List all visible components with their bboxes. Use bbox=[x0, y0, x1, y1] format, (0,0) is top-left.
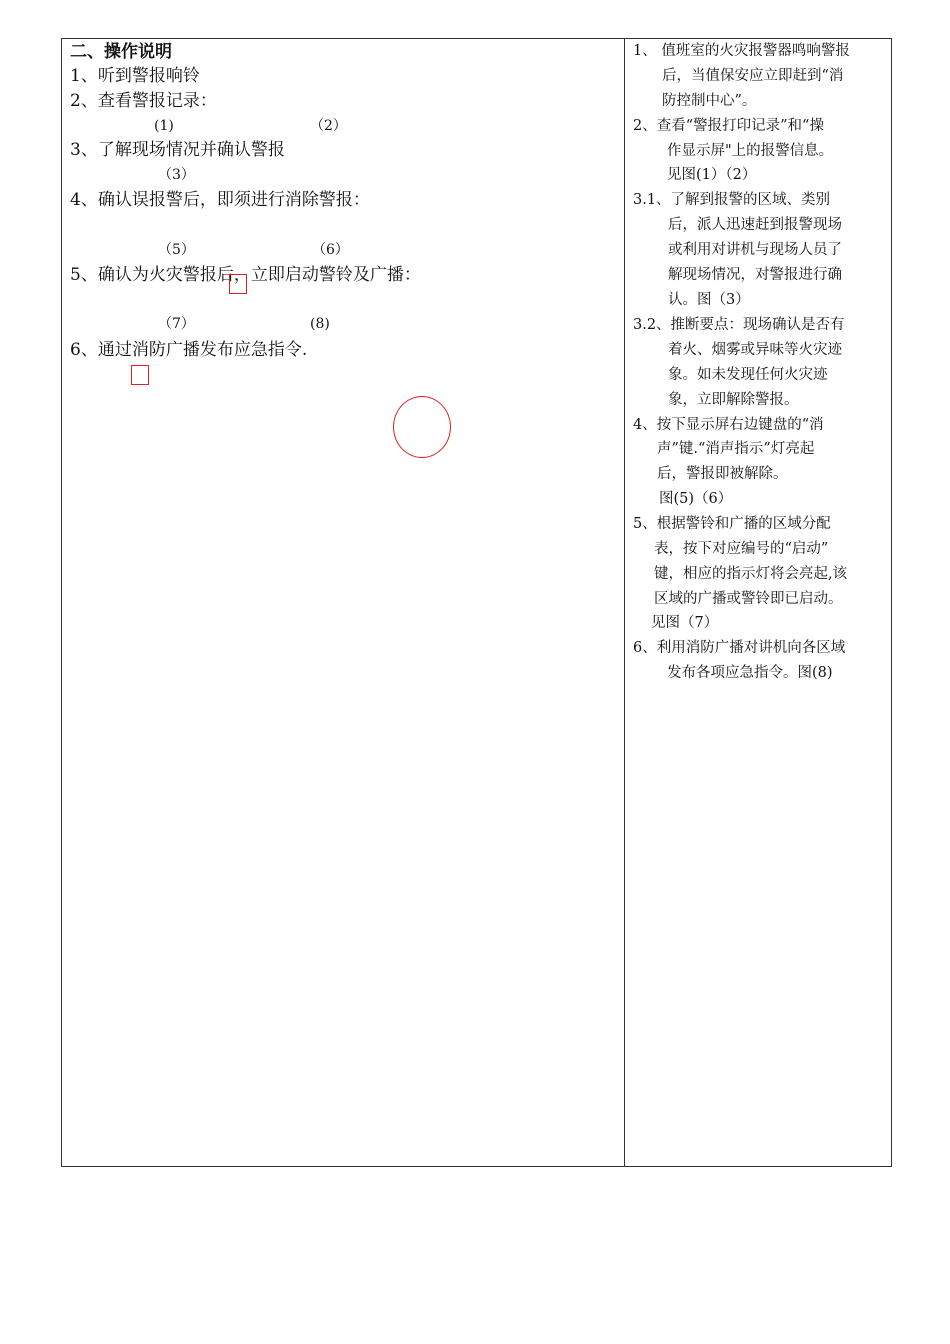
note-line: 3.1、了解到报警的区域、类别 bbox=[633, 192, 831, 208]
red-square-marker bbox=[229, 274, 247, 294]
step-4: 4、确认误报警后，即须进行消除警报： bbox=[70, 190, 370, 210]
note-line: 作显示屏"上的报警信息。 bbox=[667, 143, 834, 159]
step-1: 1、听到警报响铃 bbox=[70, 66, 200, 86]
figure-caption-3: （3） bbox=[158, 167, 195, 183]
figure-caption-6: （6） bbox=[312, 242, 349, 258]
note-line: 着火、烟雾或异味等火灾迹 bbox=[668, 342, 842, 358]
note-line: 键，相应的指示灯将会亮起,该 bbox=[654, 566, 848, 582]
note-line: 3.2、推断要点：现场确认是否有 bbox=[633, 317, 845, 333]
figure-caption-1: (1) bbox=[154, 118, 174, 134]
note-line: 象，立即解除警报。 bbox=[668, 392, 799, 408]
red-circle-marker bbox=[393, 396, 451, 458]
content-table bbox=[61, 38, 892, 1167]
note-line: 象。如未发现任何火灾迹 bbox=[668, 367, 828, 383]
section-title: 二、操作说明 bbox=[70, 42, 172, 62]
figure-caption-5: （5） bbox=[158, 242, 195, 258]
figure-caption-2: （2） bbox=[310, 118, 347, 134]
figure-caption-7: （7） bbox=[158, 316, 195, 332]
note-line: 4、按下显示屏右边键盘的“消 bbox=[633, 417, 824, 433]
note-line: 5、根据警铃和广播的区域分配 bbox=[633, 516, 831, 532]
figure-caption-8: (8) bbox=[310, 316, 330, 332]
note-line: 认。图（3） bbox=[668, 292, 750, 308]
note-line: 发布各项应急指令。图(8) bbox=[667, 665, 833, 681]
note-line: 或利用对讲机与现场人员了 bbox=[668, 242, 842, 258]
note-line: 图(5)（6） bbox=[659, 491, 733, 507]
note-line: 声”键.“消声指示”灯亮起 bbox=[657, 441, 815, 457]
red-square-marker bbox=[131, 365, 149, 385]
note-line: 6、利用消防广播对讲机向各区域 bbox=[633, 640, 846, 656]
note-line: 后，派人迅速赶到报警现场 bbox=[668, 217, 842, 233]
note-line: 后，当值保安应立即赶到“消 bbox=[662, 68, 844, 84]
step-3: 3、了解现场情况并确认警报 bbox=[70, 140, 285, 160]
note-line: 见图(1）（2） bbox=[667, 167, 757, 183]
note-line: 见图（7） bbox=[651, 615, 719, 631]
note-line: 防控制中心”。 bbox=[662, 93, 757, 109]
note-line: 1、 值班室的火灾报警器鸣响警报 bbox=[633, 43, 850, 59]
step-2: 2、查看警报记录： bbox=[70, 91, 217, 111]
column-divider bbox=[624, 39, 625, 1166]
note-line: 后，警报即被解除。 bbox=[657, 466, 788, 482]
note-line: 表，按下对应编号的“启动” bbox=[654, 541, 829, 557]
note-line: 解现场情况，对警报进行确 bbox=[668, 267, 842, 283]
note-line: 2、查看“警报打印记录”和“操 bbox=[633, 118, 824, 134]
step-6: 6、通过消防广播发布应急指令. bbox=[70, 340, 308, 360]
step-5: 5、确认为火灾警报后，立即启动警铃及广播： bbox=[70, 265, 421, 285]
note-line: 区域的广播或警铃即已启动。 bbox=[654, 591, 843, 607]
